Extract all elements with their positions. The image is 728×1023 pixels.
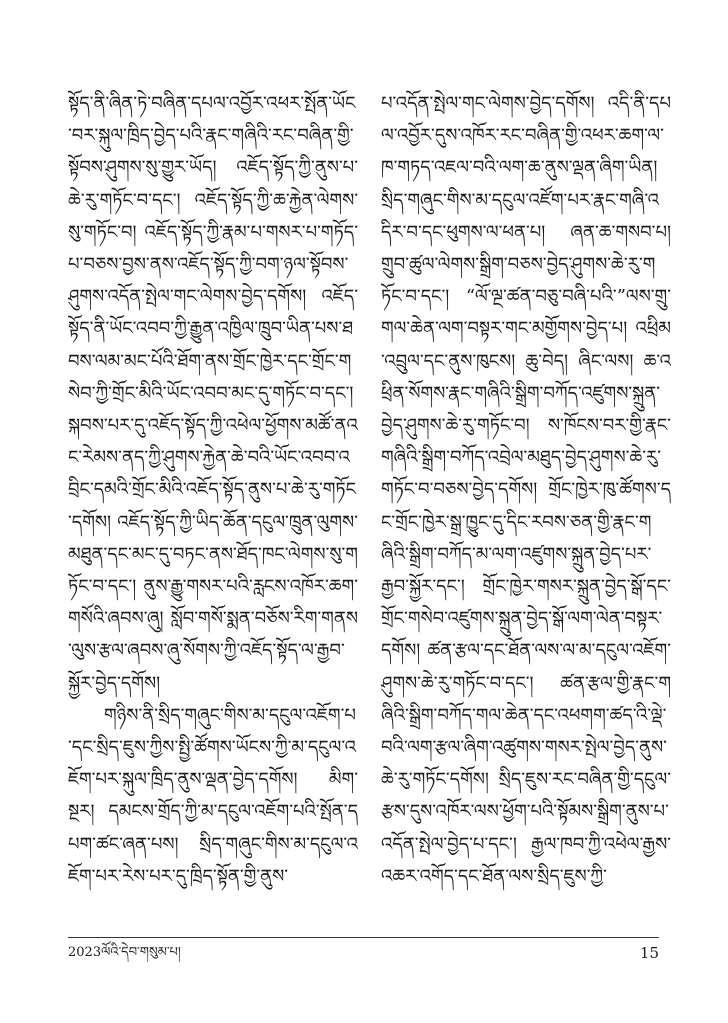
left-paragraph-2: གཉིས་ནི་སྲིད་གཞུང་གིས་མ་དངུལ་འཇོག་པ་དང་སྲིད་ཇུས་ཀྱིས་སྤྱི་ཚོགས་ཡོངས་ཀྱི་མ་དངུལ་འཇོག་པར་སྐུལ་ཁྲིད་ནུས་ལྡན་བྱེད་དགོས། མིག་སྔར། དམངས་གྲོད་ཀྱི་མ་དངུལ་འཇོག་པའི་སྤོན་དཔག་ཚང་ཞན་པས། སྲིད་གཞུང་གིས་མ་དངུལ་འཇོག་པར་རེས་པར་དུ་ཁྲིད་སྟོན་གྱི་ནུས་ bbox=[68, 704, 358, 887]
issue-label: 2023ལོའི་དེབ་གསུམ་པ། bbox=[68, 945, 181, 960]
page-number: 15 bbox=[639, 944, 659, 962]
footer-divider bbox=[68, 937, 659, 938]
right-text-column bbox=[381, 88, 671, 908]
left-paragraph-1: སྟོད་ནི་ཞིན་ཏེ་བཞིན་དཔལ་འབྱོར་འཕར་སྤོན་ཡོང་བར་སྐུལ་ཁྲིད་བྱེད་པའི་རྣང་གཞིའི་རང་བཞིན་གྱི་སྟོབས་ཤུགས་སུ་གྱུར་ཡོད། འཇོད་སྟོད་ཀྱི་ནུས་པ་ཆེ་རུ་གཏོང་བ་དང་། འཇོད་སྟོད་ཀྱི་ཆ་རྐྱེན་ལེགས་སུ་གཏོང་བ། འཇོད་སྟོད་ཀྱི་རྣམ་པ་གསར་པ་གཏོད་པ་བཅས་བྱས་ནས་འཇོད་སྟོད་ཀྱི་བག་ཉལ་སྟོབས་ཤུགས་འདོན་སྤེལ་གང་ལེགས་བྱེད་དགོས། འཇོད་སྟོད་ནི་ཡོང་འབབ་ཀྱི་རྒྱུན་འཁྱིལ་ཁྲུབ་ཡིན་པས་ཐབས་ལམ་མང་པོའི་ཐོག་ནས་གྲོང་ཁྱེར་དང་གྲོང་གསེབ་ཀྱི་གྲོང་མིའི་ཡོང་འབབ་མང་དུ་གཏོང་བ་དང་། སྐབས་པར་དུ་འཇོད་སྟོད་ཀྱི་འཕེལ་ཕྱོགས་མཚོ་ནའང་རེམས་ནད་ཀྱི་ཤུགས་རྐྱེན་ཆེ་བའི་ཡོང་འབབ་འབྲིང་དམའི་གྲོང་མིའི་འཇོད་སྟོད་ནུས་པ་ཆེ་རུ་གཏོང་དགོས། འཇོད་སྟོད་ཀྱི་ཡིད་ཆོན་དངུལ་ཁྲུན་ལུགས་མཐུན་དང་མང་དུ་བཏང་ནས་ཐོད་ཁང་ལེགས་སུ་གཏོང་བ་དང་། ནུས་རྒྱུ་གསར་པའི་རླངས་འཁོར་ཆག་གསོའི་ཞབས་ཞུ། སློབ་གསོ་སྨན་བཅོས་རིག་གནས་ལུས་རྩལ་ཞབས་ཞུ་སོགས་ཀྱི་འཇོད་སྟོད་ལ་རྒྱབ་སྐྱོར་བྱེད་དགོས། bbox=[68, 93, 358, 694]
right-paragraph-1: པ་འདོན་སྤེལ་གང་ལེགས་བྱེད་དགོས། འདི་ནི་དཔལ་འབྱོར་དུས་འཁོར་རང་བཞིན་གྱི་འཕར་ཆག་ལ་ཁ་གཏད་འཇལ་བའི་ལག་ཆ་ནུས་ལྡན་ཞིག་ཡིན། སྲིད་གཞུང་གིས་མ་དངུལ་འཛོག་པར་རྣང་གཞི་འདིར་བ་དང་ཕུགས་ལ་ཕན་པ། ཞན་ཆ་གསབ་པ། གྲུབ་ཚུལ་ལེགས་སྒྲིག་བཅས་བྱེད་ཤུགས་ཆེ་རུ་གཏོང་བ་དང་། “ལོ་ལྔ་ཚན་བཅུ་བཞི་པའི་”ལས་གྲུ་གལ་ཆེན་ལག་བསྟར་གང་མགྱོགས་བྱེད་པ། འཕྲིམ་འབྲུལ་དང་ནུས་ཁུངས། ཆུ་བེད། ཞིང་ལས། ཆ་འཕྲིན་སོགས་རྣང་གཞིའི་སྒྲིག་བཀོད་འཛུགས་སྐྲུན་བྱེད་ཤུགས་ཆེ་རུ་གཏོང་བ། ས་ཁོངས་བར་གྱི་རྣང་གཞིའི་སྒྲིག་བཀོད་འབྲེལ་མཐུད་བྱེད་ཤུགས་ཆེ་རུ་གཏོང་བ་བཅས་བྱེད་དགོས། གྲོང་ཁྱེར་ཁུ་ཚོགས་དང་གྲོང་ཁྱེར་སྒྲ་ཁྱུང་དུ་དིང་རབས་ཅན་གྱི་རྣང་གཞིའི་སྒྲིག་བཀོད་མ་ལག་འཛུགས་སྐྲུན་བྱེད་པར་རྒྱབ་སྐྱོར་དང་། གྲོང་ཁྱེར་གསར་སྐྲུན་བྱེད་སྒོ་དང་གྲོང་གསེབ་འཛུགས་སྐྲུན་བྱེད་སྒོ་ལག་ལེན་བསྟར་དགོས། ཚན་རྩལ་དང་ཐོན་ལས་ལ་མ་དངུལ་འཇོག་ཤུགས་ཆེ་རུ་གཏོང་བ་དང་། ཚན་རྩལ་གྱི་རྣང་གཞིའི་སྒྲིག་བཀོད་གལ་ཆེན་དང་འཕགག་ཚད་འི་ལྡེ་བའི་ལག་རྩལ་ཞིག་འཚུགས་གསར་སྤེལ་བྱེད་ནུས་ཆེ་རུ་གཏོང་དགོས། སྲིད་ཇུས་རང་བཞིན་གྱི་དངུལ་རྩས་དུས་འཁོར་ལས་ཕྱོག་པའི་སྟོམས་སྒྲིག་ནུས་པ་འདོན་སྤེལ་བྱེད་པ་དང་། རྒྱལ་ཁབ་ཀྱི་འཕེལ་རྒྱས་འཆར་འགོད་དང་ཐོན་ལས་སྲིད་ཇུས་ཀྱི་ bbox=[381, 93, 671, 887]
left-text-column bbox=[68, 88, 358, 908]
